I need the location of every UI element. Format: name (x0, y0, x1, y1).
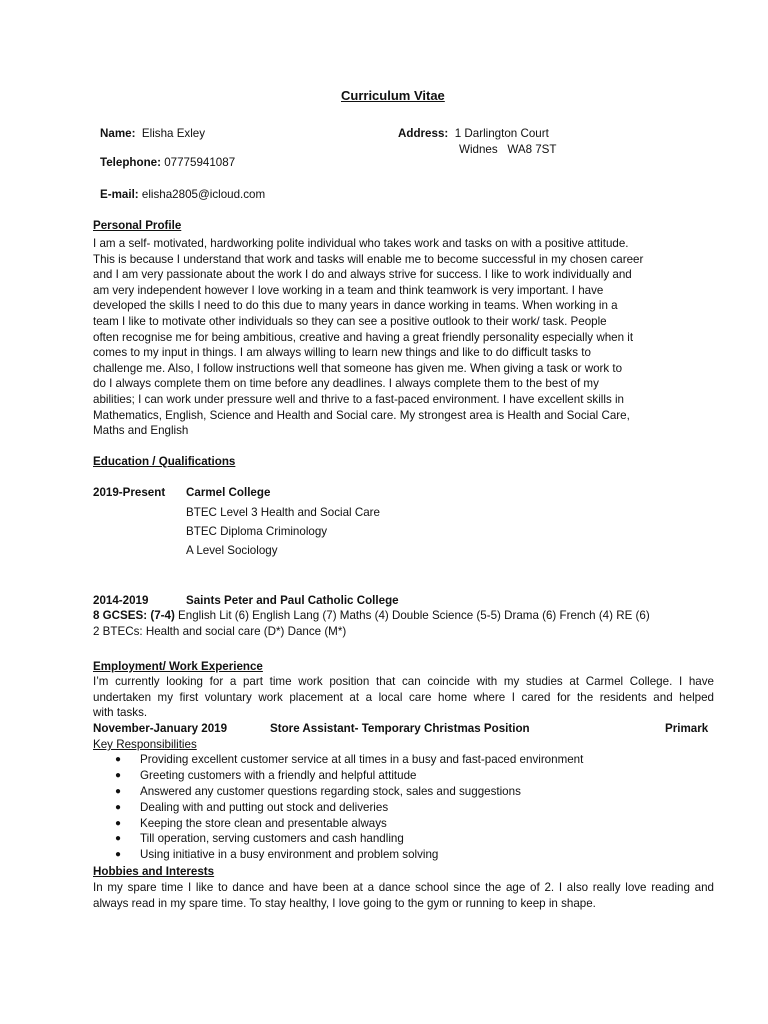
profile-text (93, 236, 643, 439)
profile-line: Mathematics, English, Science and Health and Social care. My strongest area is Health and Social Care, (93, 408, 630, 422)
telephone-label: Telephone: (100, 156, 161, 169)
profile-heading: Personal Profile (93, 219, 182, 232)
telephone-row (100, 155, 235, 171)
responsibility-text: Keeping the store clean and presentable always (140, 816, 387, 830)
employment-intro-line: I’m currently looking for a part time work position that can coincide with my studies at Carmel College. I have (93, 675, 714, 688)
list-item (93, 816, 583, 832)
hobbies-text (93, 880, 714, 911)
bullet-icon: ● (115, 754, 122, 765)
responsibilities-list (93, 752, 583, 863)
gcse-detail: English Lit (6) English Lang (7) Maths (4) Double Science (5-5) Drama (6) French (4) RE (6) (174, 609, 650, 622)
course-item: BTEC Diploma Criminology (186, 525, 328, 538)
responsibilities-heading: Key Responsibilities (93, 738, 197, 751)
name-value: Elisha Exley (141, 127, 206, 140)
employer: Primark (665, 722, 709, 735)
profile-line: am very independent however I love working in a team and think teamwork is very important. I have (93, 283, 604, 297)
email-value: elisha2805@icloud.com (141, 188, 266, 201)
btec-row: 2 BTECs: Health and social care (D*) Dance (M*) (93, 625, 347, 638)
employment-intro-line: with tasks. (93, 706, 148, 720)
responsibility-text: Providing excellent customer service at all times in a busy and fast-paced environment (140, 753, 584, 766)
responsibility-text: Till operation, serving customers and cash handling (140, 832, 404, 846)
profile-line: team I like to motivate other individuals so they can see a positive outlook to their work/ task. People (93, 314, 607, 328)
profile-line: often recognise me for being ambitious, creative and having a great friendly personality especially when it (93, 330, 634, 344)
education-school-2: Saints Peter and Paul Catholic College (186, 594, 399, 607)
responsibility-text: Dealing with and putting out stock and deliveries (140, 800, 389, 814)
profile-line: Maths and English (93, 424, 189, 438)
list-item (93, 831, 583, 847)
profile-line: comes to my input in things. I am always willing to learn new things and like to do difficult tasks to (93, 346, 591, 360)
profile-line: This is because I understand that work and tasks will enable me to become successful in my chosen career (93, 252, 644, 266)
employment-intro (93, 674, 714, 721)
education-school-1: Carmel College (186, 486, 271, 499)
address-row (398, 126, 549, 142)
bullet-icon: ● (115, 833, 122, 845)
hobbies-line: always read in my spare time. To stay healthy, I love going to the gym or running to keep in shape. (93, 896, 596, 910)
hobbies-line: In my spare time I like to dance and have been at a dance school since the age of 2. I also really love reading and (93, 881, 714, 894)
name-label: Name: (100, 127, 136, 140)
list-item (93, 847, 583, 863)
telephone-value: 07775941087 (164, 156, 236, 169)
job-title: Store Assistant- Temporary Christmas Position (270, 722, 530, 735)
email-label: E-mail: (100, 188, 139, 201)
profile-line: do I always complete them on time before any deadlines. I always complete them to the best of my (93, 377, 599, 391)
profile-line: and I am very passionate about the work I do and always strive for success. I like to work individually and (93, 268, 632, 282)
employment-intro-line: undertaken my first voluntary work placement at a local care home where I cared for the residents and helped (93, 690, 714, 704)
job-dates: November-January 2019 (93, 722, 228, 735)
bullet-icon: ● (115, 785, 122, 797)
bullet-icon: ● (115, 801, 122, 813)
responsibility-text: Answered any customer questions regarding stock, sales and suggestions (140, 784, 521, 798)
name-row (100, 126, 205, 142)
responsibility-text: Using initiative in a busy environment and problem solving (140, 848, 439, 862)
responsibility-text: Greeting customers with a friendly and helpful attitude (140, 768, 417, 782)
bullet-icon: ● (115, 849, 122, 861)
page-title: Curriculum Vitae (341, 88, 445, 103)
gcse-row (93, 608, 650, 624)
address-line1: 1 Darlington Court (454, 127, 549, 140)
address-line2: Widnes WA8 7ST (459, 143, 557, 156)
course-item: A Level Sociology (186, 544, 278, 557)
address-label: Address: (398, 127, 449, 140)
email-row (100, 187, 265, 203)
bullet-icon: ● (115, 769, 122, 781)
bullet-icon: ● (115, 817, 122, 829)
education-years-2: 2014-2019 (93, 594, 149, 607)
education-heading: Education / Qualifications (93, 455, 236, 468)
list-item (93, 784, 583, 800)
profile-line: developed the skills I need to do this due to many years in dance working in teams. When working in a (93, 299, 618, 313)
list-item (93, 768, 583, 784)
list-item (93, 800, 583, 816)
hobbies-heading: Hobbies and Interests (93, 865, 215, 878)
profile-line: I am a self- motivated, hardworking polite individual who takes work and tasks on with a positive attitude. (93, 237, 629, 250)
profile-line: abilities; I can work under pressure well and thrive to a fast-paced environment. I have excellent skills in (93, 392, 624, 406)
gcse-label: 8 GCSES: (7-4) (93, 609, 175, 622)
list-item (93, 752, 583, 768)
education-years-1: 2019-Present (93, 486, 166, 499)
course-item: BTEC Level 3 Health and Social Care (186, 506, 380, 519)
profile-line: challenge me. Also, I follow instructions well that someone has given me. When giving a task or work to (93, 361, 623, 375)
employment-heading: Employment/ Work Experience (93, 660, 263, 673)
